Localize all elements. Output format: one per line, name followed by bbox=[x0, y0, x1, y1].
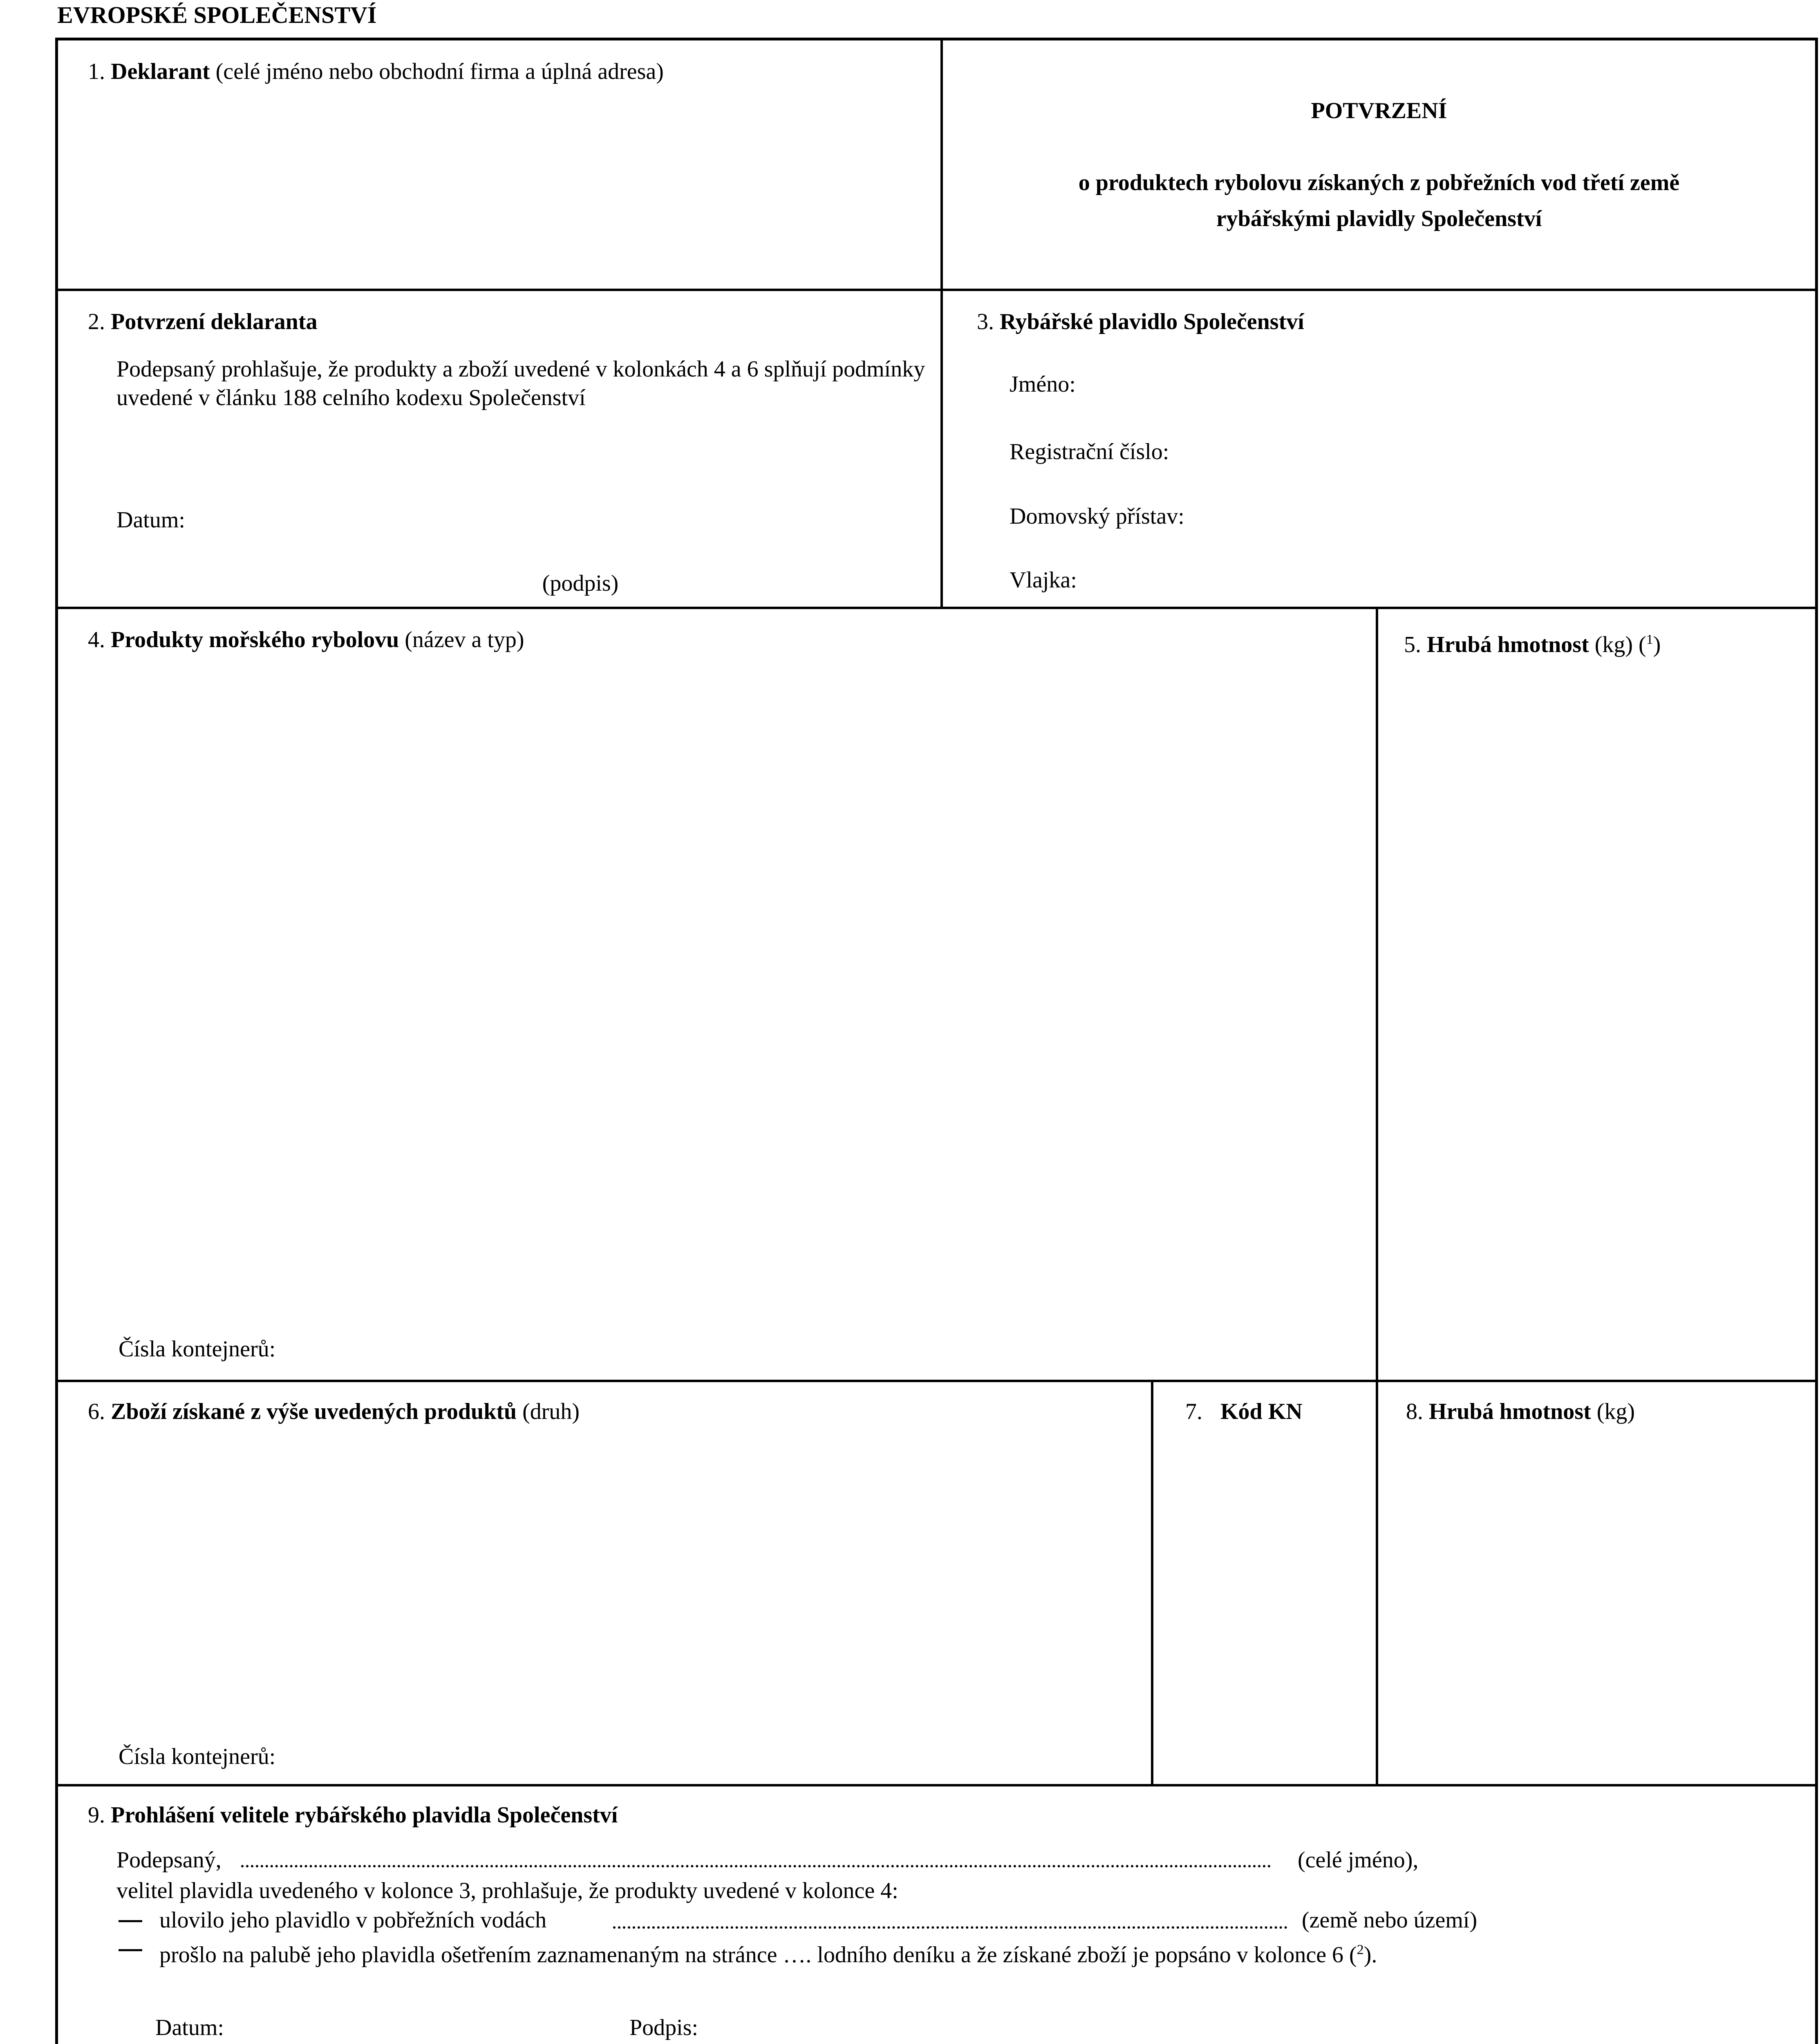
footnote-ref-2: 2 bbox=[1357, 1942, 1364, 1957]
box4-number: 4. bbox=[88, 627, 105, 652]
sea-products-field[interactable] bbox=[58, 662, 1374, 1337]
box1-label: Deklarant bbox=[111, 59, 210, 84]
captain-name-field[interactable] bbox=[241, 1865, 1271, 1867]
box4-label: Produkty mořského rybolovu bbox=[111, 627, 399, 652]
box2-heading bbox=[88, 307, 317, 336]
box9-item1-hint: (země nebo území) bbox=[1302, 1907, 1477, 1933]
declarant-field[interactable] bbox=[58, 94, 939, 286]
box9-signature-label: Podpis: bbox=[629, 2015, 698, 2040]
box9-item2-body: prošlo na palubě jeho plavidla ošetřením zaznamenaným na stránce …. lodního deníku a že získané zboží je popsáno v kolonce 6 ( bbox=[159, 1942, 1357, 1968]
box2-signature-label: (podpis) bbox=[542, 571, 619, 596]
box6-hint: (druh) bbox=[522, 1399, 580, 1424]
certificate-title: POTVRZENÍ bbox=[1311, 98, 1447, 123]
box4-container-numbers-label: Čísla kontejnerů: bbox=[119, 1336, 276, 1362]
derived-goods-field[interactable] bbox=[58, 1433, 1149, 1735]
box9-captain-line: velitel plavidla uvedeného v kolonce 3, prohlašuje, že produkty uvedené v kolonce 4: bbox=[116, 1878, 898, 1903]
cn-code-field[interactable] bbox=[1153, 1433, 1374, 1782]
box8-heading bbox=[1406, 1397, 1635, 1426]
box3-number: 3. bbox=[977, 309, 994, 334]
box3-heading bbox=[977, 307, 1304, 336]
box2-date-label: Datum: bbox=[116, 507, 185, 533]
box9-item2-text bbox=[159, 1936, 1377, 1969]
box9-item2-dash bbox=[119, 1949, 142, 1951]
gross-weight-field-5[interactable] bbox=[1378, 662, 1813, 1378]
box5-hint: (kg) ( bbox=[1594, 632, 1646, 657]
box5-number: 5. bbox=[1404, 632, 1421, 657]
box2-number: 2. bbox=[88, 309, 105, 334]
certificate-subtitle-line1: o produktech rybolovu získaných z pobřežních vod třetí země bbox=[1078, 170, 1680, 195]
box7-label: Kód KN bbox=[1220, 1399, 1303, 1424]
box5-close: ) bbox=[1653, 632, 1661, 657]
box9-item1-dash bbox=[119, 1920, 142, 1922]
certificate-subtitle-line2: rybářskými plavidly Společenství bbox=[1216, 206, 1542, 231]
box9-signed-label: Podepsaný, bbox=[116, 1847, 222, 1873]
box3-label: Rybářské plavidlo Společenství bbox=[1000, 309, 1304, 334]
box8-number: 8. bbox=[1406, 1399, 1423, 1424]
box6-label: Zboží získané z výše uvedených produktů bbox=[111, 1399, 517, 1424]
box2-label: Potvrzení deklaranta bbox=[111, 309, 318, 334]
vessel-name-field[interactable]: Jméno: bbox=[1010, 372, 1076, 397]
box9-number: 9. bbox=[88, 1802, 105, 1828]
box9-label: Prohlášení velitele rybářského plavidla Společenství bbox=[111, 1802, 618, 1828]
box6-number: 6. bbox=[88, 1399, 105, 1424]
box5-heading bbox=[1404, 625, 1661, 659]
box1-heading bbox=[88, 57, 664, 86]
vessel-flag-field[interactable]: Vlajka: bbox=[1010, 567, 1077, 593]
box9-date-label: Datum: bbox=[155, 2015, 224, 2040]
box6-heading bbox=[88, 1397, 580, 1426]
footnote-ref-1: 1 bbox=[1646, 632, 1653, 647]
vessel-home-port-field[interactable]: Domovský přístav: bbox=[1010, 504, 1184, 529]
box8-label: Hrubá hmotnost bbox=[1429, 1399, 1591, 1424]
box9-fullname-hint: (celé jméno), bbox=[1298, 1847, 1419, 1873]
gross-weight-field-8[interactable] bbox=[1378, 1433, 1813, 1782]
box4-heading bbox=[88, 625, 524, 654]
vessel-registration-field[interactable]: Registrační číslo: bbox=[1010, 439, 1169, 464]
box7-number: 7. bbox=[1185, 1399, 1202, 1424]
box6-container-numbers-label: Čísla kontejnerů: bbox=[119, 1744, 276, 1769]
box4-hint: (název a typ) bbox=[405, 627, 524, 652]
box7-heading bbox=[1185, 1397, 1303, 1426]
box2-declaration-text: Podepsaný prohlašuje, že produkty a zboží uvedené v kolonkách 4 a 6 splňují podmínky uvedené v článku 188 celního kodexu Společenství bbox=[116, 356, 925, 410]
box8-hint: (kg) bbox=[1596, 1399, 1635, 1424]
box1-number: 1. bbox=[88, 59, 105, 84]
box1-hint: (celé jméno nebo obchodní firma a úplná adresa) bbox=[215, 59, 664, 84]
coastal-waters-country-field[interactable] bbox=[613, 1926, 1287, 1929]
box5-label: Hrubá hmotnost bbox=[1427, 632, 1589, 657]
box9-item2-end: ). bbox=[1363, 1942, 1377, 1968]
box9-heading bbox=[88, 1801, 618, 1829]
document-header: EVROPSKÉ SPOLEČENSTVÍ bbox=[57, 2, 377, 28]
box9-item1-text: ulovilo jeho plavidlo v pobřežních vodách bbox=[159, 1907, 547, 1933]
